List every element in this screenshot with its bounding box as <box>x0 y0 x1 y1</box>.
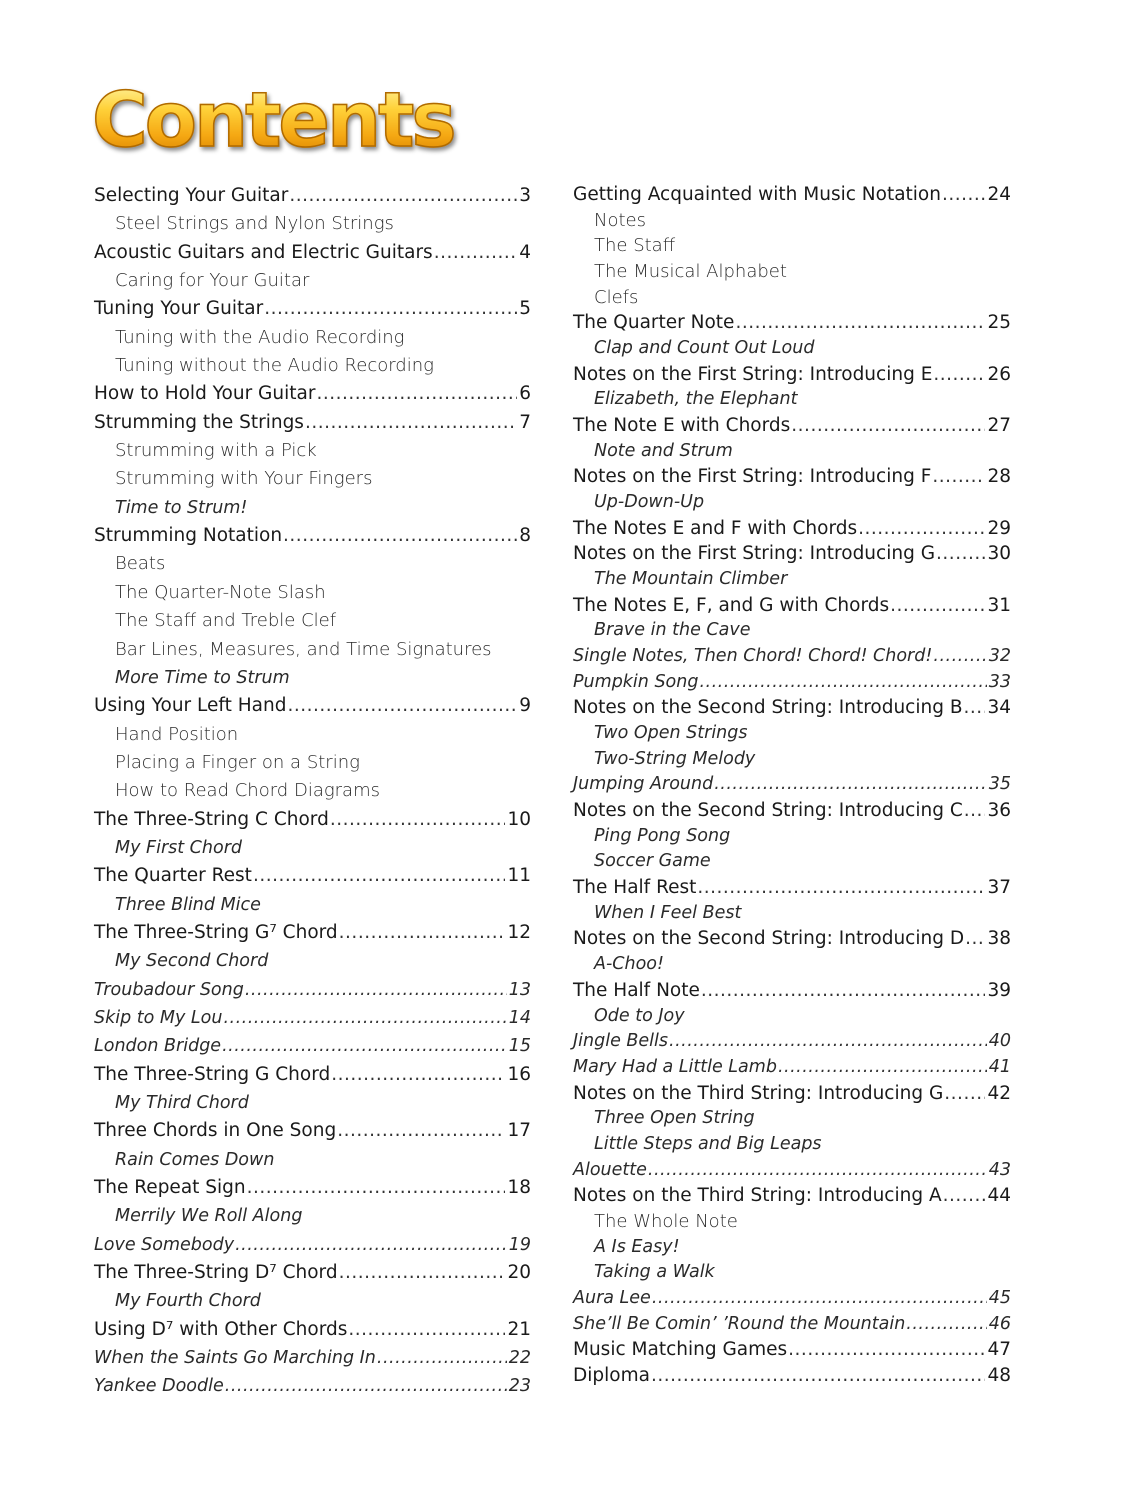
toc-entry <box>573 824 1011 850</box>
toc-entry <box>573 618 1011 644</box>
toc-entry <box>573 336 1011 362</box>
toc-entry-title: Strumming Notation <box>94 525 283 547</box>
toc-entry <box>573 593 1011 619</box>
toc-entry-title: Jumping Around <box>573 774 714 795</box>
dot-leader <box>699 670 986 696</box>
toc-entry <box>573 208 1011 234</box>
toc-entry <box>94 1287 531 1315</box>
dot-leader <box>348 1316 505 1344</box>
toc-entry <box>573 644 1011 670</box>
dot-leader <box>337 1117 505 1145</box>
toc-entry-title: Brave in the Cave <box>594 620 751 641</box>
toc-entry-page-number: 9 <box>519 695 531 717</box>
toc-entry-page-number: 39 <box>987 979 1011 1001</box>
dot-leader <box>697 875 985 901</box>
dot-leader <box>652 1286 987 1312</box>
dot-leader <box>778 1055 987 1081</box>
toc-entry-title: My Fourth Chord <box>115 1291 261 1312</box>
toc-entry-page-number: 38 <box>987 928 1011 950</box>
toc-entry <box>573 721 1011 747</box>
toc-entry <box>94 1117 531 1145</box>
toc-entry-title: Acoustic Guitars and Electric Guitars <box>94 241 433 263</box>
toc-entry <box>573 798 1011 824</box>
dot-leader <box>331 1061 505 1089</box>
toc-entry-title: Notes on the Third String: Introducing G <box>573 1082 944 1104</box>
toc-entry <box>573 978 1011 1004</box>
toc-entry-title: The Half Rest <box>573 877 697 899</box>
toc-entry-title: Rain Comes Down <box>115 1149 275 1170</box>
toc-entry-title: Two-String Melody <box>594 748 756 769</box>
toc-entry <box>94 1004 531 1032</box>
toc-entry <box>573 695 1011 721</box>
toc-entry <box>573 1158 1011 1184</box>
toc-entry <box>94 1202 531 1230</box>
dot-leader <box>942 182 985 208</box>
toc-entry-page-number: 36 <box>987 800 1011 822</box>
toc-entry-title: Merrily We Roll Along <box>115 1206 303 1227</box>
toc-entry-title: Love Somebody <box>94 1234 235 1255</box>
toc-entry <box>573 1363 1011 1389</box>
toc-entry-title: Notes on the Second String: Introducing C <box>573 800 963 822</box>
dot-leader <box>264 295 517 323</box>
toc-entry-title: A Is Easy! <box>594 1236 680 1257</box>
page-title: Contents <box>92 75 454 164</box>
dot-leader <box>944 1081 985 1107</box>
toc-entry-title: Beats <box>115 553 166 575</box>
dot-leader <box>906 1312 986 1338</box>
toc-entry <box>573 1106 1011 1132</box>
toc-entry-page-number: 24 <box>987 184 1011 205</box>
dot-leader <box>964 798 986 824</box>
toc-entry <box>573 1260 1011 1286</box>
toc-entry-title: The Staff <box>594 235 676 257</box>
toc-entry-title: Yankee Doodle <box>94 1376 224 1397</box>
dot-leader <box>330 806 506 834</box>
toc-entry <box>94 721 531 749</box>
toc-entry-title: Tuning Your Guitar <box>94 298 264 320</box>
toc-entry-page-number: 43 <box>988 1159 1011 1180</box>
toc-entry-title: Mary Had a Little Lamb <box>573 1056 777 1077</box>
toc-entry-page-number: 44 <box>987 1185 1011 1207</box>
toc-entry-title: Tuning with the Audio Recording <box>115 326 405 348</box>
dot-leader <box>648 1158 987 1184</box>
toc-entry-title: Tuning without the Audio Recording <box>115 355 434 377</box>
toc-entry-page-number: 23 <box>508 1376 531 1397</box>
dot-leader <box>434 239 518 267</box>
dot-leader <box>965 926 985 952</box>
toc-entry <box>573 1286 1011 1312</box>
toc-entry <box>573 747 1011 773</box>
toc-entry <box>573 413 1011 439</box>
toc-entry-title: My Second Chord <box>115 951 269 972</box>
toc-entry <box>573 772 1011 798</box>
toc-entry-title: When the Saints Go Marching In <box>94 1348 376 1369</box>
dot-leader <box>936 541 985 567</box>
toc-entry <box>573 926 1011 952</box>
toc-entry <box>94 607 531 635</box>
toc-entry <box>573 464 1011 490</box>
toc-entry-title: Notes on the First String: Introducing E <box>573 363 933 385</box>
toc-entry-page-number: 6 <box>519 383 531 405</box>
toc-entry <box>573 901 1011 927</box>
toc-entry <box>94 579 531 607</box>
toc-entry <box>573 849 1011 875</box>
toc-entry-title: Caring for Your Guitar <box>115 270 310 292</box>
toc-entry-title: More Time to Strum <box>115 667 290 688</box>
toc-entry-title: Single Notes, Then Chord! Chord! Chord! <box>573 646 933 667</box>
toc-entry <box>94 1089 531 1117</box>
toc-entry-title: Troubadour Song <box>94 979 244 1000</box>
toc-entry <box>94 947 531 975</box>
toc-entry <box>573 567 1011 593</box>
toc-entry-title: Soccer Game <box>594 851 711 872</box>
toc-entry <box>94 664 531 692</box>
toc-entry-page-number: 5 <box>519 298 531 320</box>
toc-entry <box>94 267 531 295</box>
dot-leader <box>247 1174 506 1202</box>
toc-entry-page-number: 47 <box>987 1339 1011 1361</box>
toc-entry-title: Strumming the Strings <box>94 411 304 433</box>
toc-entry <box>94 380 531 408</box>
toc-entry-title: Aura Lee <box>573 1287 651 1308</box>
dot-leader <box>225 1372 507 1400</box>
toc-entry-title: Skip to My Lou <box>94 1007 223 1028</box>
toc-entry-title: Alouette <box>573 1159 647 1180</box>
dot-leader <box>287 692 517 720</box>
toc-entry <box>94 494 531 522</box>
toc-entry <box>573 310 1011 336</box>
toc-entry-page-number: 19 <box>508 1234 531 1255</box>
dot-leader <box>223 1004 506 1032</box>
toc-entry-title: Notes <box>594 209 646 231</box>
toc-entry <box>94 806 531 834</box>
toc-entry-title: When I Feel Best <box>594 902 742 923</box>
toc-entry <box>573 1004 1011 1030</box>
dot-leader <box>858 516 985 542</box>
toc-entry <box>94 522 531 550</box>
toc-entry-page-number: 22 <box>508 1348 531 1369</box>
toc-entry-title: The Half Note <box>573 979 700 1001</box>
toc-entry-title: Up-Down-Up <box>594 492 705 513</box>
dot-leader <box>788 1337 985 1363</box>
toc-entry-title: The Whole Note <box>594 1210 738 1232</box>
toc-entry <box>94 692 531 720</box>
toc-entry <box>573 670 1011 696</box>
toc-entry-page-number: 30 <box>987 543 1011 565</box>
toc-entry-page-number: 48 <box>987 1364 1011 1386</box>
toc-entry-title: Time to Strum! <box>115 497 248 518</box>
toc-entry-page-number: 16 <box>507 1063 531 1085</box>
toc-entry <box>94 239 531 267</box>
toc-entry <box>573 541 1011 567</box>
toc-entry-title: Notes on the First String: Introducing G <box>573 543 936 565</box>
toc-right-column <box>573 182 1011 1389</box>
toc-entry <box>573 1055 1011 1081</box>
toc-entry <box>573 490 1011 516</box>
dot-leader <box>669 1029 987 1055</box>
toc-entry <box>94 919 531 947</box>
toc-entry <box>573 1209 1011 1235</box>
toc-entry-page-number: 26 <box>987 363 1011 385</box>
toc-entry <box>573 1312 1011 1338</box>
toc-entry-page-number: 3 <box>519 185 531 206</box>
toc-entry <box>94 636 531 664</box>
toc-entry-title: A-Choo! <box>594 954 665 975</box>
dot-leader <box>943 1183 986 1209</box>
toc-entry <box>94 862 531 890</box>
toc-entry <box>94 749 531 777</box>
dot-leader <box>932 464 985 490</box>
toc-entry-page-number: 37 <box>987 877 1011 899</box>
toc-entry-page-number: 14 <box>508 1007 531 1028</box>
toc-entry-page-number: 7 <box>519 411 531 433</box>
toc-entry-title: Strumming with Your Fingers <box>115 468 373 490</box>
toc-entry-title: How to Read Chord Diagrams <box>115 780 380 802</box>
toc-entry <box>94 210 531 238</box>
toc-entry-title: The Three-String G Chord <box>94 1063 331 1085</box>
toc-entry <box>94 465 531 493</box>
toc-entry-title: Hand Position <box>115 723 239 745</box>
toc-entry <box>573 516 1011 542</box>
toc-entry-title: Notes on the Second String: Introducing B <box>573 697 963 719</box>
toc-entry-page-number: 18 <box>507 1177 531 1199</box>
toc-entry-title: The Musical Alphabet <box>594 261 787 283</box>
toc-entry-page-number: 46 <box>988 1313 1011 1334</box>
toc-entry-title: The Notes E and F with Chords <box>573 517 858 539</box>
toc-entry <box>94 324 531 352</box>
toc-entry <box>94 1061 531 1089</box>
toc-entry <box>94 437 531 465</box>
toc-entry <box>94 550 531 578</box>
toc-entry <box>94 891 531 919</box>
toc-entry <box>94 1231 531 1259</box>
toc-entry-page-number: 21 <box>507 1318 531 1340</box>
toc-entry-title: The Three-String G⁷ Chord <box>94 921 338 943</box>
toc-entry-title: Ping Pong Song <box>594 825 731 846</box>
toc-entry-page-number: 25 <box>987 312 1011 334</box>
toc-entry-title: Little Steps and Big Leaps <box>594 1133 822 1154</box>
toc-entry-title: My First Chord <box>115 837 243 858</box>
dot-leader <box>316 380 517 408</box>
toc-entry <box>94 1316 531 1344</box>
toc-entry-page-number: 34 <box>987 697 1011 719</box>
toc-entry-page-number: 35 <box>988 774 1011 795</box>
toc-entry <box>573 259 1011 285</box>
toc-entry-title: Using D⁷ with Other Chords <box>94 1318 348 1340</box>
toc-entry-title: The Quarter Rest <box>94 865 252 887</box>
toc-entry <box>573 439 1011 465</box>
toc-entry-page-number: 10 <box>507 808 531 830</box>
toc-entry <box>573 233 1011 259</box>
toc-entry-page-number: 40 <box>988 1031 1011 1052</box>
toc-entry-title: Three Chords in One Song <box>94 1120 337 1142</box>
dot-leader <box>339 1259 506 1287</box>
toc-entry-title: Elizabeth, the Elephant <box>594 389 798 410</box>
toc-entry-title: Clap and Count Out Loud <box>594 338 815 359</box>
toc-entry-page-number: 20 <box>507 1262 531 1284</box>
toc-entry-page-number: 45 <box>988 1287 1011 1308</box>
toc-entry <box>94 182 531 210</box>
toc-entry-title: Clefs <box>594 286 639 308</box>
toc-entry-title: The Mountain Climber <box>594 569 788 590</box>
toc-entry <box>94 1372 531 1400</box>
toc-entry-page-number: 17 <box>507 1120 531 1142</box>
toc-entry-title: Ode to Joy <box>594 1005 685 1026</box>
toc-entry-title: How to Hold Your Guitar <box>94 383 316 405</box>
toc-entry-title: Steel Strings and Nylon Strings <box>115 213 394 235</box>
dot-leader <box>964 695 986 721</box>
dot-leader <box>933 362 985 388</box>
toc-entry-page-number: 42 <box>987 1082 1011 1104</box>
toc-entry-title: My Third Chord <box>115 1093 249 1113</box>
toc-entry-title: Note and Strum <box>594 440 733 461</box>
toc-entry-title: Notes on the Third String: Introducing A <box>573 1185 942 1207</box>
toc-entry-title: The Repeat Sign <box>94 1177 246 1199</box>
toc-entry <box>573 182 1011 208</box>
toc-entry <box>94 1032 531 1060</box>
toc-entry-title: London Bridge <box>94 1036 222 1057</box>
dot-leader <box>701 978 986 1004</box>
toc-entry-title: Music Matching Games <box>573 1339 788 1361</box>
dot-leader <box>735 310 985 336</box>
toc-left-column <box>94 182 531 1401</box>
toc-entry-title: Three Blind Mice <box>115 894 261 915</box>
dot-leader <box>377 1344 507 1372</box>
toc-entry-page-number: 29 <box>987 517 1011 539</box>
toc-entry <box>573 1337 1011 1363</box>
dot-leader <box>933 644 986 670</box>
toc-entry-title: Notes on the First String: Introducing F <box>573 466 932 488</box>
toc-entry <box>573 362 1011 388</box>
dot-leader <box>283 522 517 550</box>
toc-entry-title: Selecting Your Guitar <box>94 185 289 206</box>
dot-leader <box>791 413 985 439</box>
toc-entry-title: The Three-String C Chord <box>94 808 329 830</box>
toc-entry <box>94 1174 531 1202</box>
contents-header <box>92 75 454 164</box>
toc-entry-title: Notes on the Second String: Introducing D <box>573 928 965 950</box>
toc-entry-page-number: 13 <box>508 979 531 1000</box>
toc-entry <box>94 976 531 1004</box>
toc-entry-title: Bar Lines, Measures, and Time Signatures <box>115 638 492 660</box>
toc-entry-title: Getting Acquainted with Music Notation <box>573 184 941 205</box>
toc-entry <box>573 387 1011 413</box>
dot-leader <box>890 593 985 619</box>
toc-entry <box>573 875 1011 901</box>
toc-entry <box>94 777 531 805</box>
toc-entry-page-number: 8 <box>519 525 531 547</box>
dot-leader <box>714 772 987 798</box>
dot-leader <box>289 182 517 210</box>
toc-entry <box>573 285 1011 311</box>
toc-entry <box>573 1235 1011 1261</box>
toc-entry-title: Diploma <box>573 1364 650 1386</box>
toc-entry <box>573 1132 1011 1158</box>
dot-leader <box>222 1032 507 1060</box>
toc-entry-title: Pumpkin Song <box>573 671 699 692</box>
toc-entry-title: The Notes E, F, and G with Chords <box>573 594 890 616</box>
toc-entry-page-number: 27 <box>987 415 1011 437</box>
toc-entry-title: She’ll Be Comin’ ’Round the Mountain <box>573 1313 906 1334</box>
toc-entry-page-number: 12 <box>507 921 531 943</box>
dot-leader <box>245 976 507 1004</box>
toc-entry-page-number: 33 <box>988 671 1011 692</box>
toc-entry-page-number: 32 <box>988 646 1011 667</box>
toc-entry-page-number: 4 <box>519 241 531 263</box>
toc-entry <box>94 295 531 323</box>
toc-entry-title: Placing a Finger on a String <box>115 751 360 773</box>
toc-entry-title: The Staff and Treble Clef <box>115 610 337 632</box>
toc-entry-page-number: 15 <box>508 1036 531 1057</box>
toc-entry <box>573 952 1011 978</box>
toc-entry-title: The Quarter-Note Slash <box>115 581 326 603</box>
toc-entry-page-number: 31 <box>987 594 1011 616</box>
toc-entry-title: The Three-String D⁷ Chord <box>94 1262 338 1284</box>
toc-entry-title: Taking a Walk <box>594 1262 715 1283</box>
toc-entry <box>573 1183 1011 1209</box>
toc-entry <box>94 1344 531 1372</box>
dot-leader <box>339 919 506 947</box>
toc-entry-page-number: 41 <box>988 1056 1011 1077</box>
toc-entry <box>573 1029 1011 1055</box>
toc-entry-title: The Quarter Note <box>573 312 735 334</box>
dot-leader <box>651 1363 986 1389</box>
toc-entry-title: Using Your Left Hand <box>94 695 287 717</box>
toc-entry-title: The Note E with Chords <box>573 415 791 437</box>
toc-entry-title: Two Open Strings <box>594 723 748 744</box>
toc-entry <box>94 834 531 862</box>
toc-entry <box>94 1146 531 1174</box>
toc-entry <box>573 1081 1011 1107</box>
toc-entry-title: Jingle Bells <box>573 1031 669 1052</box>
toc-entry <box>94 409 531 437</box>
toc-entry-page-number: 11 <box>507 865 531 887</box>
toc-entry-page-number: 28 <box>987 466 1011 488</box>
toc-entry <box>94 1259 531 1287</box>
toc-entry-title: Three Open String <box>594 1108 755 1129</box>
dot-leader <box>253 862 506 890</box>
toc-entry-title: Strumming with a Pick <box>115 440 317 462</box>
dot-leader <box>235 1231 507 1259</box>
toc-entry <box>94 352 531 380</box>
dot-leader <box>305 409 517 437</box>
